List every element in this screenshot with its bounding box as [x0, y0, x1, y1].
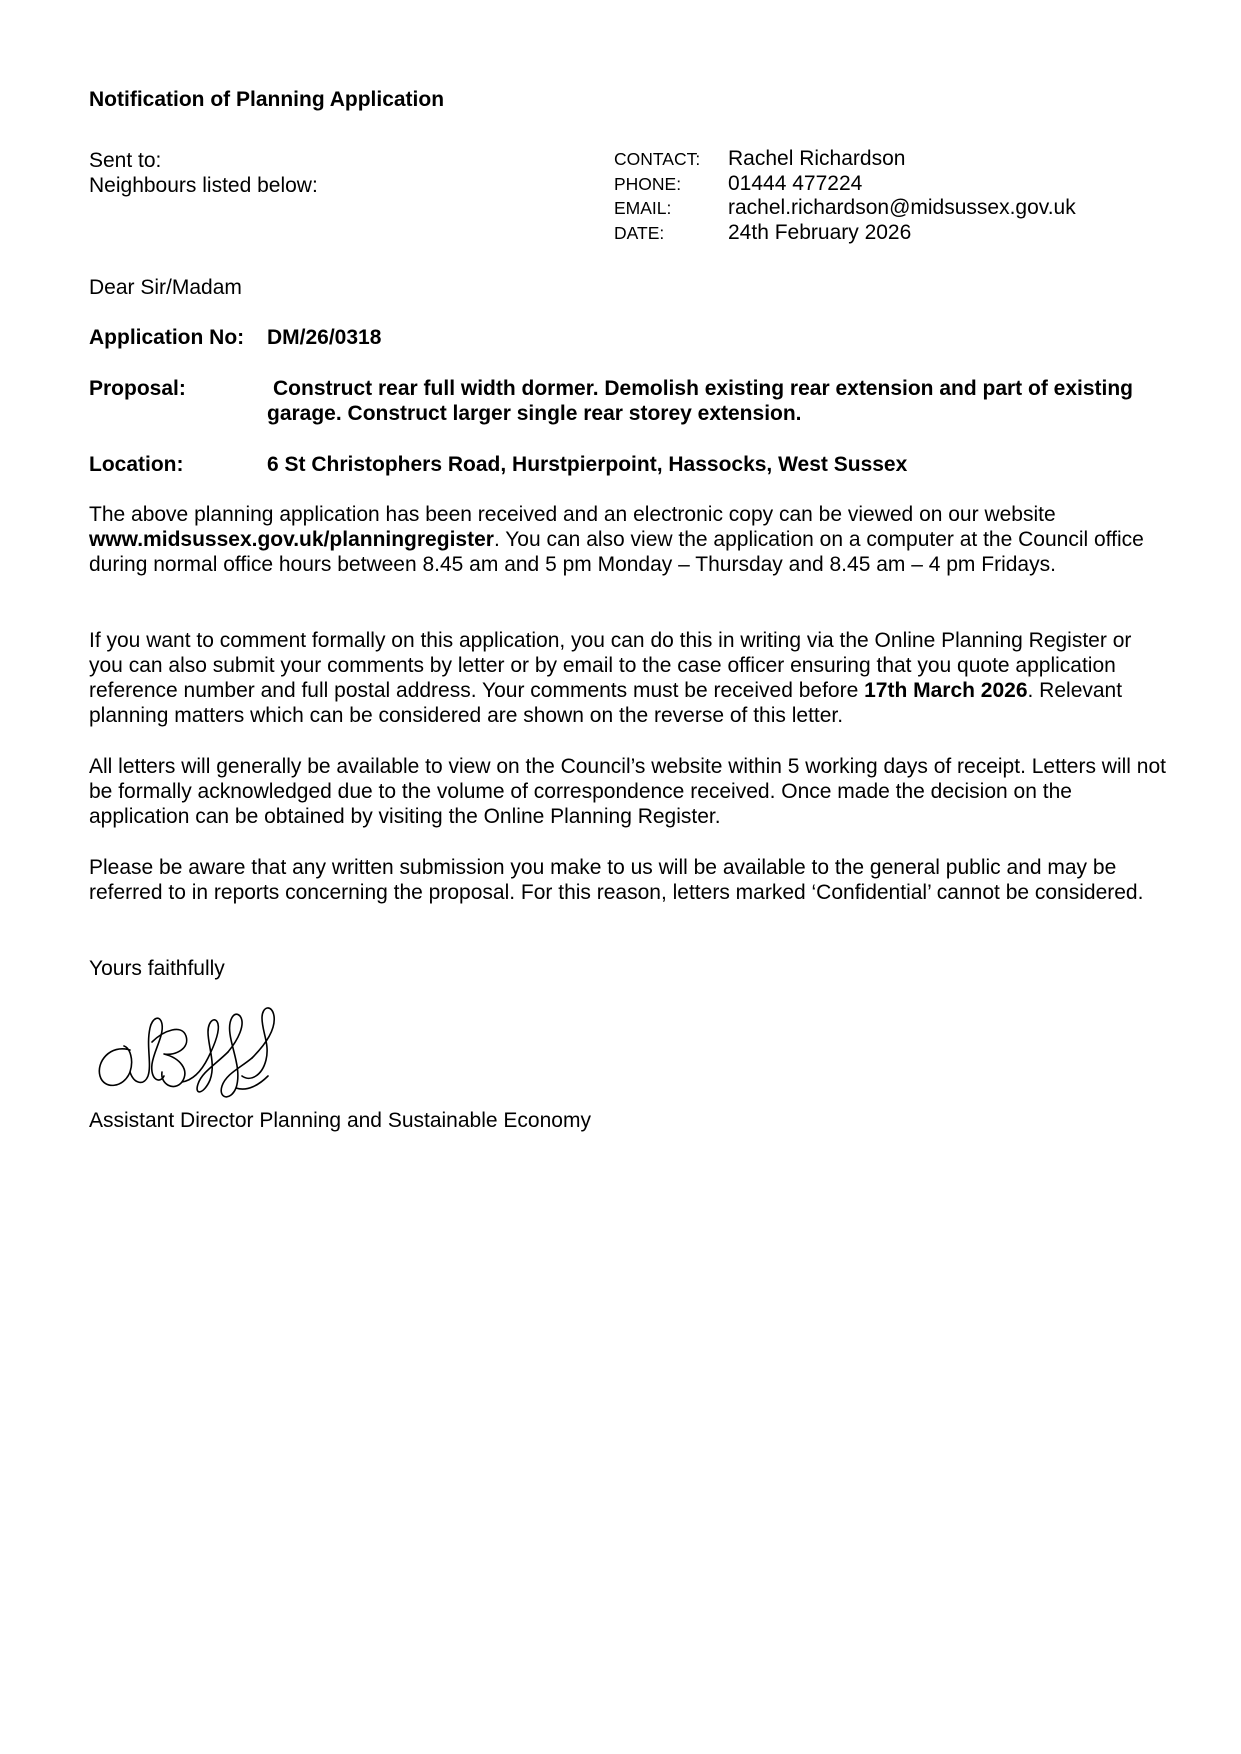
sent-to-block	[89, 148, 318, 198]
phone-number: 01444 477224	[728, 171, 863, 195]
email-address: rachel.richardson@midsussex.gov.uk	[728, 196, 1076, 219]
proposal-label: Proposal:	[89, 377, 186, 400]
sent-to-label: Sent to:	[89, 149, 162, 172]
location-row	[89, 452, 1159, 477]
comment-deadline: 17th March 2026	[864, 679, 1028, 702]
letter-date: 24th February 2026	[728, 220, 912, 244]
contact-details	[614, 147, 1174, 245]
paragraph-letters-availability: All letters will generally be available to view on the Council’s website within 5 working days of receipt. Letters will not be formally acknowledged due to the volume of correspondence received. Once made the decision on the application can be obtained by visiting the Online Planning Register.	[89, 755, 1166, 828]
phone-row	[614, 172, 1174, 197]
phone-label: PHONE:	[614, 173, 682, 194]
salutation: Dear Sir/Madam	[89, 276, 242, 299]
paragraph-website-text-a: The above planning application has been received and an electronic copy can be viewed on our website	[89, 503, 1056, 526]
signer-title: Assistant Director Planning and Sustainable Economy	[89, 1109, 591, 1132]
paragraph-comments-text-a: If you want to comment formally on this application, you can do this in writing via the Online Planning Register or you can also submit your comments by letter or by email to the case officer ensuring that you quote application reference number and full postal address. Your comments must be received before	[89, 629, 1132, 702]
application-number-label: Application No:	[89, 326, 245, 349]
paragraph-comments-text-b: . Relevant planning matters which can be considered are shown on the reverse of this letter.	[89, 679, 1123, 727]
planning-register-link[interactable]: www.midsussex.gov.uk/planningregister	[89, 528, 494, 551]
paragraph-website	[89, 502, 1169, 577]
contact-label: CONTACT:	[614, 149, 701, 169]
proposal-row	[89, 376, 1159, 426]
date-row	[614, 221, 1174, 246]
location-label: Location:	[89, 453, 184, 476]
location-address: 6 St Christophers Road, Hurstpierpoint, Hassocks, West Sussex	[267, 453, 908, 476]
paragraph-website-text-b: . You can also view the application on a computer at the Council office during normal office hours between 8.45 am and 5 pm Monday – Thursday and 8.45 am – 4 pm Fridays.	[89, 528, 1144, 576]
closing: Yours faithfully	[89, 957, 225, 980]
email-label: EMAIL:	[614, 198, 672, 218]
paragraph-comments	[89, 628, 1169, 728]
application-number-row	[89, 325, 1159, 350]
email-row	[614, 196, 1174, 221]
contact-name: Rachel Richardson	[728, 147, 906, 170]
contact-row	[614, 147, 1174, 172]
application-number: DM/26/0318	[267, 326, 382, 349]
proposal-text: Construct rear full width dormer. Demolish existing rear extension and part of existing garage. Construct larger single rear storey extension.	[267, 377, 1134, 425]
date-label: DATE:	[614, 222, 665, 243]
handwritten-signature	[90, 984, 300, 1104]
paragraph-confidentiality: Please be aware that any written submission you make to us will be available to the general public and may be referred to in reports concerning the proposal. For this reason, letters marked ‘Confidential’ cannot be considered.	[89, 856, 1144, 904]
sent-to-recipients: Neighbours listed below:	[89, 174, 318, 197]
letter-title: Notification of Planning Application	[89, 88, 445, 111]
